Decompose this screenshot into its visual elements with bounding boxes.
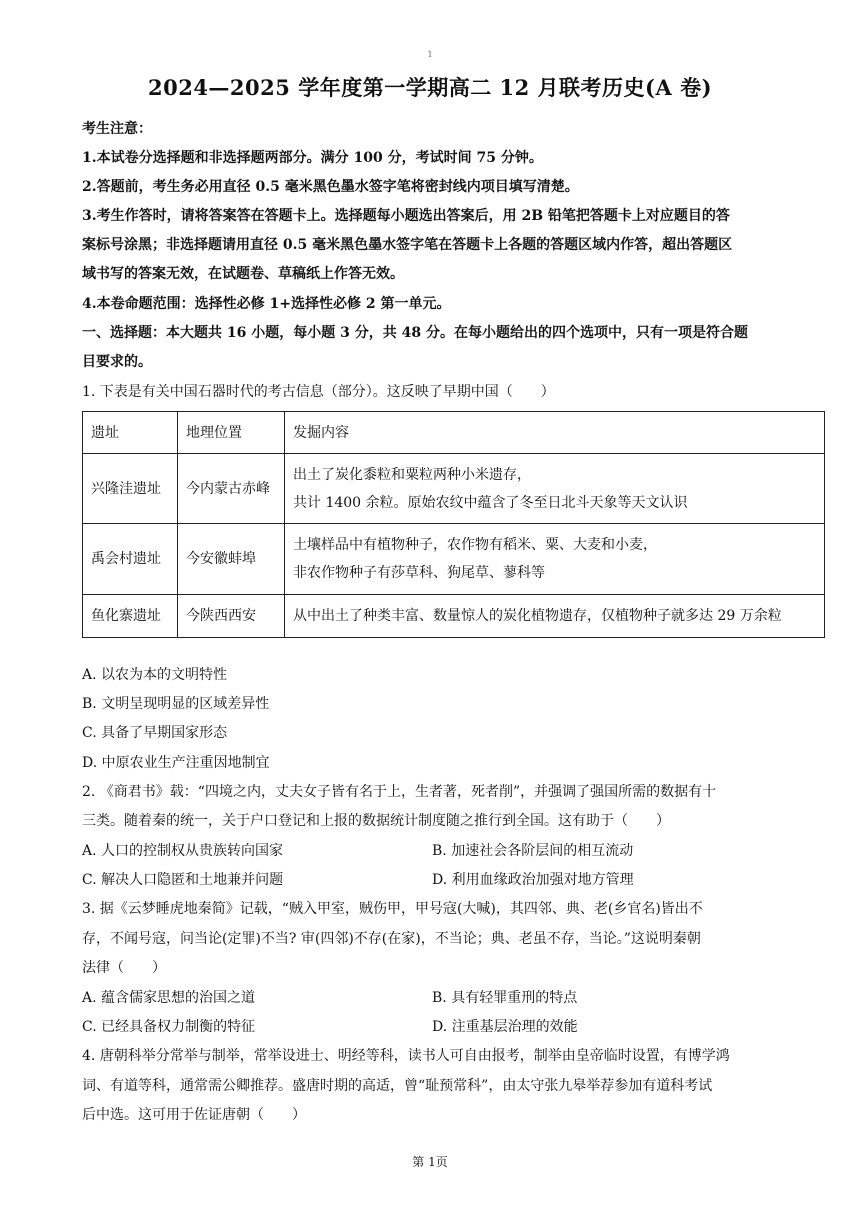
q1-stem: 1. 下表是有关中国石器时代的考古信息（部分）。这反映了早期中国（ ）	[82, 384, 555, 400]
table-cell-site: 禹会村遗址	[83, 524, 178, 595]
table-cell-site: 鱼化寨遗址	[83, 595, 178, 638]
content-line: 非农作物种子有莎草科、狗尾草、蓼科等	[293, 565, 545, 581]
table-header-row	[83, 412, 825, 454]
q2-option-b: B. 加速社会各阶层间的相互流动	[432, 843, 634, 859]
table-cell-location: 今安徽蚌埠	[178, 524, 285, 595]
notice-item-1: 1.本试卷分选择题和非选择题两部分。满分 100 分，考试时间 75 分钟。	[82, 150, 543, 166]
q2-option-d: D. 利用血缘政治加强对地方管理	[432, 872, 634, 888]
notice-item-3-cont: 案标号涂黑；非选择题请用直径 0.5 毫米黑色墨水签字笔在答题卡上各题的答题区域内作答，超出答题区	[82, 237, 733, 253]
q3-option-b: B. 具有轻罪重刑的特点	[432, 990, 578, 1006]
content-line: 土壤样品中有植物种子，农作物有稻米、粟、大麦和小麦，	[293, 537, 657, 553]
notice-item-3: 3.考生作答时，请将答案答在答题卡上。选择题每小题选出答案后，用 2B 铅笔把答题卡上对应题目的答	[82, 208, 730, 224]
table-cell-location: 今陕西西安	[178, 595, 285, 638]
q2-stem-cont: 三类。随着秦的统一，关于户口登记和上报的数据统计制度随之推行到全国。这有助于（ ）	[82, 813, 670, 829]
top-mark: 1	[427, 50, 433, 59]
table-header: 地理位置	[178, 412, 285, 454]
table-cell-content: 从中出土了种类丰富、数量惊人的炭化植物遗存，仅植物种子就多达 29 万余粒	[285, 595, 825, 638]
q4-stem: 4. 唐朝科举分常举与制举，常举设进士、明经等科，读书人可自由报考，制举由皇帝临时设置，有博学鸿	[82, 1048, 730, 1064]
q1-option-d: D. 中原农业生产注重因地制宜	[82, 755, 270, 771]
archaeology-table	[82, 411, 825, 638]
table-row	[83, 595, 825, 638]
table-header: 发掘内容	[285, 412, 825, 454]
q4-stem-cont: 词、有道等科，通常需公卿推荐。盛唐时期的高适，曾“耻预常科”，由太守张九皋举荐参加有道科考试	[82, 1078, 713, 1094]
q3-option-a: A. 蕴含儒家思想的治国之道	[82, 990, 256, 1006]
section-heading-cont: 目要求的。	[82, 354, 152, 370]
table-row	[83, 454, 825, 524]
q1-option-b: B. 文明呈现明显的区域差异性	[82, 696, 270, 712]
notice-heading: 考生注意：	[82, 121, 152, 137]
q3-stem: 3. 据《云梦睡虎地秦简》记载，“贼入甲室，贼伤甲，甲号寇(大喊)，其四邻、典、老(乡官名)皆出不	[82, 901, 703, 917]
table-cell-content	[285, 454, 825, 524]
q1-option-a: A. 以农为本的文明特性	[82, 667, 228, 683]
q3-stem-cont: 存，不闻号寇，问当论(定罪)不当? 审(四邻)不存(在家)，不当论；典、老虽不存，当论。”这说明秦朝	[82, 931, 701, 947]
table-header: 遗址	[83, 412, 178, 454]
notice-item-2: 2.答题前，考生务必用直径 0.5 毫米黑色墨水签字笔将密封线内项目填写清楚。	[82, 179, 579, 195]
notice-item-3-cont2: 域书写的答案无效，在试题卷、草稿纸上作答无效。	[82, 266, 404, 282]
table-cell-site: 兴隆洼遗址	[83, 454, 178, 524]
q3-option-d: D. 注重基层治理的效能	[432, 1019, 578, 1035]
section-heading: 一、选择题：本大题共 16 小题，每小题 3 分，共 48 分。在每小题给出的四个选项中，只有一项是符合题	[82, 325, 748, 341]
q1-option-c: C. 具备了早期国家形态	[82, 725, 228, 741]
table-cell-content	[285, 524, 825, 595]
content-line: 共计 1400 余粒。原始农纹中蕴含了冬至日北斗天象等天文认识	[293, 494, 688, 511]
content-line: 出土了炭化黍粒和粟粒两种小米遗存，	[293, 466, 531, 483]
table-row	[83, 524, 825, 595]
page-title: 2024—2025 学年度第一学期高二 12 月联考历史(A 卷)	[147, 75, 713, 100]
page-number: 第 1页	[412, 1155, 448, 1169]
q4-stem-cont2: 后中选。这可用于佐证唐朝（ ）	[82, 1107, 306, 1123]
q2-option-c: C. 解决人口隐匿和土地兼并问题	[82, 872, 284, 888]
q3-option-c: C. 已经具备权力制衡的特征	[82, 1019, 256, 1035]
notice-item-4: 4.本卷命题范围：选择性必修 1+选择性必修 2 第一单元。	[82, 296, 451, 312]
q2-option-a: A. 人口的控制权从贵族转向国家	[82, 843, 284, 859]
table-cell-location: 今内蒙古赤峰	[178, 454, 285, 524]
q3-stem-cont2: 法律（ ）	[82, 960, 166, 976]
q2-stem: 2. 《商君书》载：“四境之内，丈夫女子皆有名于上，生者著，死者削”，并强调了强国所需的数据有十	[82, 784, 717, 800]
